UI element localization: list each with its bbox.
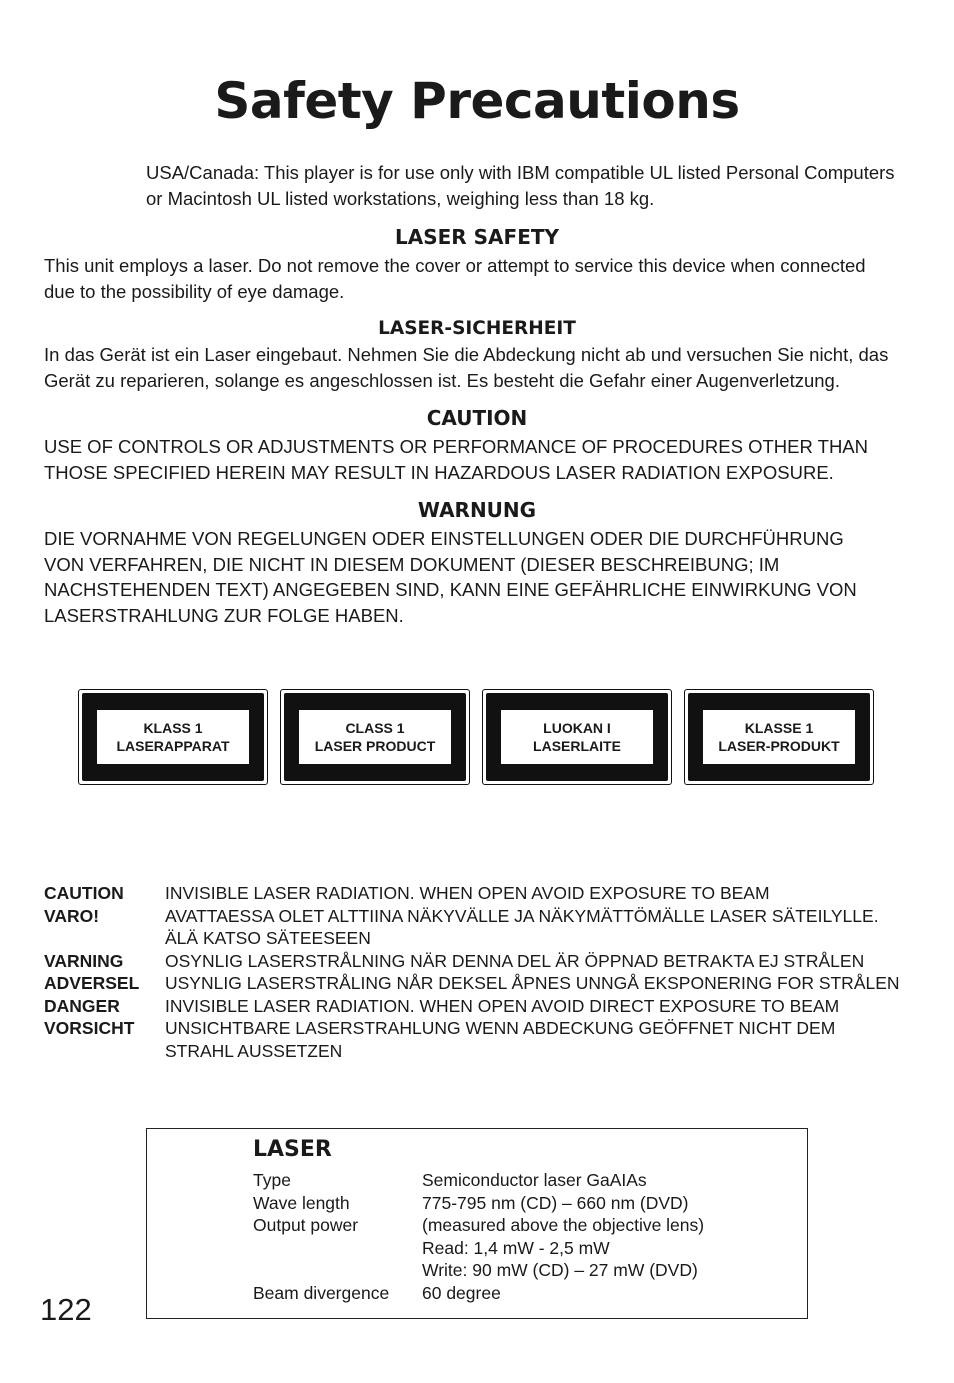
multilingual-warnings xyxy=(44,882,924,1062)
warning-key: VORSICHT xyxy=(44,1018,135,1038)
laser-class-label xyxy=(482,689,672,785)
warning-key: ADVERSEL xyxy=(44,973,140,993)
paragraph-line: This unit employs a laser. Do not remove the cover or attempt to service this device when connected xyxy=(44,255,866,276)
laser-class-label xyxy=(78,689,268,785)
warning-key: VARO! xyxy=(44,905,100,926)
laser-safety-paragraph xyxy=(44,253,914,304)
warning-row xyxy=(44,950,924,973)
spec-row xyxy=(253,1259,704,1282)
warning-key: CAUTION xyxy=(44,883,124,903)
intro-line: or Macintosh UL listed workstations, weighing less than 18 kg. xyxy=(146,187,655,209)
label-line: KLASS 1 xyxy=(143,720,203,736)
laser-spec-rows xyxy=(253,1169,704,1304)
warning-key: VARNING xyxy=(44,950,124,971)
warnung-heading: WARNUNG xyxy=(417,498,537,522)
spec-value: Read: 1,4 mW - 2,5 mW xyxy=(422,1237,610,1258)
spec-row xyxy=(253,1237,704,1260)
warning-text: USYNLIG LASERSTRÅLING NÅR DEKSEL ÅPNES UNNGÅ EKSPONERING FOR STRÅLEN xyxy=(165,973,900,993)
warning-row xyxy=(44,972,924,995)
paragraph-line: due to the possibility of eye damage. xyxy=(44,280,345,302)
spec-value: 775-795 nm (CD) – 660 nm (DVD) xyxy=(422,1192,689,1213)
laser-class-label xyxy=(684,689,874,785)
paragraph-line: NACHSTEHENDEN TEXT) ANGEGEBEN SIND, KANN EINE GEFÄHRLICHE EINWIRKUNG VON xyxy=(44,579,857,600)
caution-paragraph xyxy=(44,434,914,485)
spec-value: Write: 90 mW (CD) – 27 mW (DVD) xyxy=(422,1260,698,1280)
intro-line: USA/Canada: This player is for use only with IBM compatible UL listed Personal Computers xyxy=(146,162,895,183)
laser-spec-box xyxy=(146,1128,808,1319)
warning-text: STRAHL AUSSETZEN xyxy=(165,1040,343,1061)
spec-value: (measured above the objective lens) xyxy=(422,1215,705,1235)
warning-key: DANGER xyxy=(44,995,120,1016)
warning-text: ÄLÄ KATSO SÄTEESEEN xyxy=(165,928,371,948)
intro-paragraph xyxy=(146,160,916,211)
laser-safety-heading: LASER SAFETY xyxy=(395,225,559,249)
spec-key: Output power xyxy=(253,1215,359,1235)
warning-row xyxy=(44,882,924,905)
label-line: LASERLAITE xyxy=(533,738,621,754)
laser-sicherheit-paragraph xyxy=(44,342,914,393)
label-line: CLASS 1 xyxy=(345,720,405,736)
caution-heading: CAUTION xyxy=(426,406,528,430)
warning-row xyxy=(44,1017,924,1062)
spec-key xyxy=(253,1259,422,1282)
spec-row xyxy=(253,1192,704,1215)
warning-text: INVISIBLE LASER RADIATION. WHEN OPEN AVOID DIRECT EXPOSURE TO BEAM xyxy=(165,995,840,1016)
paragraph-line: LASERSTRAHLUNG ZUR FOLGE HABEN. xyxy=(44,604,404,626)
spec-key: Beam divergence xyxy=(253,1282,390,1303)
warning-text: AVATTAESSA OLET ALTTIINA NÄKYVÄLLE JA NÄKYMÄTTÖMÄLLE LASER SÄTEILYLLE. xyxy=(165,905,879,926)
spec-row xyxy=(253,1214,704,1237)
warning-row xyxy=(44,905,924,950)
warning-text: UNSICHTBARE LASERSTRAHLUNG WENN ABDECKUNG GEÖFFNET NICHT DEM xyxy=(165,1018,836,1038)
spec-key: Type xyxy=(253,1170,291,1190)
warning-row xyxy=(44,995,924,1018)
label-line: LASER PRODUCT xyxy=(314,738,436,754)
spec-key: Wave length xyxy=(253,1192,350,1213)
paragraph-line: THOSE SPECIFIED HEREIN MAY RESULT IN HAZARDOUS LASER RADIATION EXPOSURE. xyxy=(44,461,834,483)
warning-text: INVISIBLE LASER RADIATION. WHEN OPEN AVOID EXPOSURE TO BEAM xyxy=(165,883,770,903)
warnung-paragraph xyxy=(44,526,914,628)
laser-class-labels xyxy=(78,689,878,785)
paragraph-line: In das Gerät ist ein Laser eingebaut. Nehmen Sie die Abdeckung nicht ab und versuchen Sie nicht, das xyxy=(44,344,889,365)
label-line: KLASSE 1 xyxy=(744,720,814,736)
paragraph-line: USE OF CONTROLS OR ADJUSTMENTS OR PERFORMANCE OF PROCEDURES OTHER THAN xyxy=(44,436,869,457)
laser-spec-title: LASER xyxy=(253,1137,332,1162)
paragraph-line: VON VERFAHREN, DIE NICHT IN DIESEM DOKUMENT (DIESER BESCHREIBUNG; IM xyxy=(44,553,780,575)
laser-sicherheit-heading: LASER-SICHERHEIT xyxy=(378,318,576,339)
paragraph-line: Gerät zu reparieren, solange es angeschlossen ist. Es besteht die Gefahr einer Augenverletzung. xyxy=(44,369,840,391)
spec-row xyxy=(253,1282,704,1305)
page-number: 122 xyxy=(40,1292,92,1327)
page-title: Safety Precautions xyxy=(214,72,740,130)
warning-text: OSYNLIG LASERSTRÅLNING NÄR DENNA DEL ÄR ÖPPNAD BETRAKTA EJ STRÅLEN xyxy=(165,950,865,971)
paragraph-line: DIE VORNAHME VON REGELUNGEN ODER EINSTELLUNGEN ODER DIE DURCHFÜHRUNG xyxy=(44,528,844,549)
label-line: LASER-PRODUKT xyxy=(718,738,840,754)
spec-row xyxy=(253,1169,704,1192)
laser-class-label xyxy=(280,689,470,785)
label-line: LUOKAN I xyxy=(543,720,611,736)
label-line: LASERAPPARAT xyxy=(116,738,230,754)
spec-key xyxy=(253,1237,422,1260)
spec-value: Semiconductor laser GaAIAs xyxy=(422,1170,647,1190)
spec-value: 60 degree xyxy=(422,1282,501,1303)
